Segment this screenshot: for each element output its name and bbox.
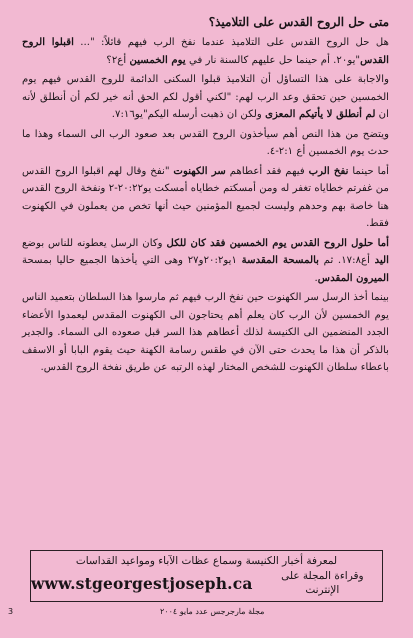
text-run: أع١٧:٨. ثم [319, 255, 375, 266]
text-run: "يو٢٠. أم حينما حل عليهم كالسنة نار في [185, 54, 361, 66]
bold-text: نفخ الرب [308, 164, 349, 177]
website-notice-line2: وقراءة المجلة على الإنترنت [281, 570, 364, 596]
page-footer [0, 607, 413, 623]
text-run: هل حل الروح القدس على التلاميذ عندما نفخ الرب فيهم قائلاً: "... [73, 37, 389, 48]
website-notice-box [30, 550, 383, 602]
bold-text: بالمسحة المقدسة [241, 254, 320, 266]
paragraph-4 [22, 163, 389, 233]
website-url-link[interactable]: www.stgeorgestjoseph.ca [31, 573, 253, 593]
text-run: ويتضح من هذا النص أهم سيأخذون الروح القدس بعد صعود الرب الى السماء وهذا ما حدث يوم الخمسين أع ٢:١-٤. [22, 128, 389, 157]
bold-text: اليد [374, 254, 389, 266]
text-run: ١يو٢٠:٢و٢٧ وهى التي يأخذها الجميع حاليا بمسحة [22, 255, 242, 266]
text-run: والاجابة على هذا التساؤل أن التلاميذ قبلوا السكنى الدائمة للروح القدس فيهم يوم الخمسين حين تحقق وعد الرب لهم: "لكني أقول لكم الحق أنه خير لكم أن أنطلق لأنه ان [22, 74, 389, 120]
text-run: فيهم فقد أعطاهم [225, 165, 309, 177]
page-number: 3 [8, 607, 14, 616]
text-run: وكان الرسل يعطونه للناس بوضع [22, 237, 167, 249]
article-heading: متى حل الروح القدس على التلاميذ؟ [208, 15, 389, 29]
bold-text: أما حلول الروح القدس يوم الخمسين فقد كان للكل [166, 236, 389, 249]
text-run: . [314, 272, 318, 284]
text-run: بينما أخذ الرسل سر الكهنوت حين نفخ الرب فيهم ثم مارسوا هذا السلطان بتعميد الناس يوم الخمسين لأن الرب كان يعلم أهم يحتاجون الى الكهنوت المقدس ليعمدوا الأعضاء الجدد المنضمين الى الكنيسة لذلك أعطاهم هذا السر قبل صعوده الى السماء. والجدير بالذكر أن هذا ما يحدث حتى الآن في طقس رسامة الكهنة حيث يقوم البابا أو الاسقف باعطاء سلطان الكهنوت للشخص المختار لهذه الرتبه عن طريق نفخة الروح القدس. [22, 292, 389, 373]
bold-text: يوم الخمسين [129, 53, 186, 66]
website-notice-line1: لمعرفة أخبار الكنيسة وسماع عظات الآباء ومواعيد القداسات [75, 555, 338, 567]
article-body [22, 34, 389, 377]
paragraph-5 [22, 235, 389, 288]
paragraph-2 [22, 71, 389, 124]
bold-text: سر الكهنوت [173, 164, 226, 177]
issue-label: مجلة مارجرجس عدد مايو ٢٠٠٤ [160, 607, 265, 616]
bold-text: اقبلوا الروح القدس [22, 36, 389, 66]
website-url-row [31, 569, 382, 597]
paragraph-1 [22, 34, 389, 69]
text-run: ولكن ان ذهبت أرسله اليكم"يو٧:١٦. [111, 109, 266, 120]
text-run: أع٢؟ [106, 54, 130, 66]
paragraph-6 [22, 289, 389, 377]
text-run: أما حينما [348, 165, 389, 177]
bold-text: الميرون المقدس [317, 271, 389, 284]
bold-text: لم أنطلق لا يأتيكم المعزى [265, 108, 376, 120]
text-run: "نفخ وقال لهم اقبلوا الروح القدس من غفرتم خطاياه تغفر له ومن أمسكتم خطاياه أمسكت يو٢٠:٢٢-٢ ونفخة الروح القدس هنا خاصة بهم وحدهم وليست لجميع المؤمنين حيث أنها تخص من يعملون في الكهنوت فقط. [22, 165, 389, 229]
paragraph-3 [22, 126, 389, 161]
